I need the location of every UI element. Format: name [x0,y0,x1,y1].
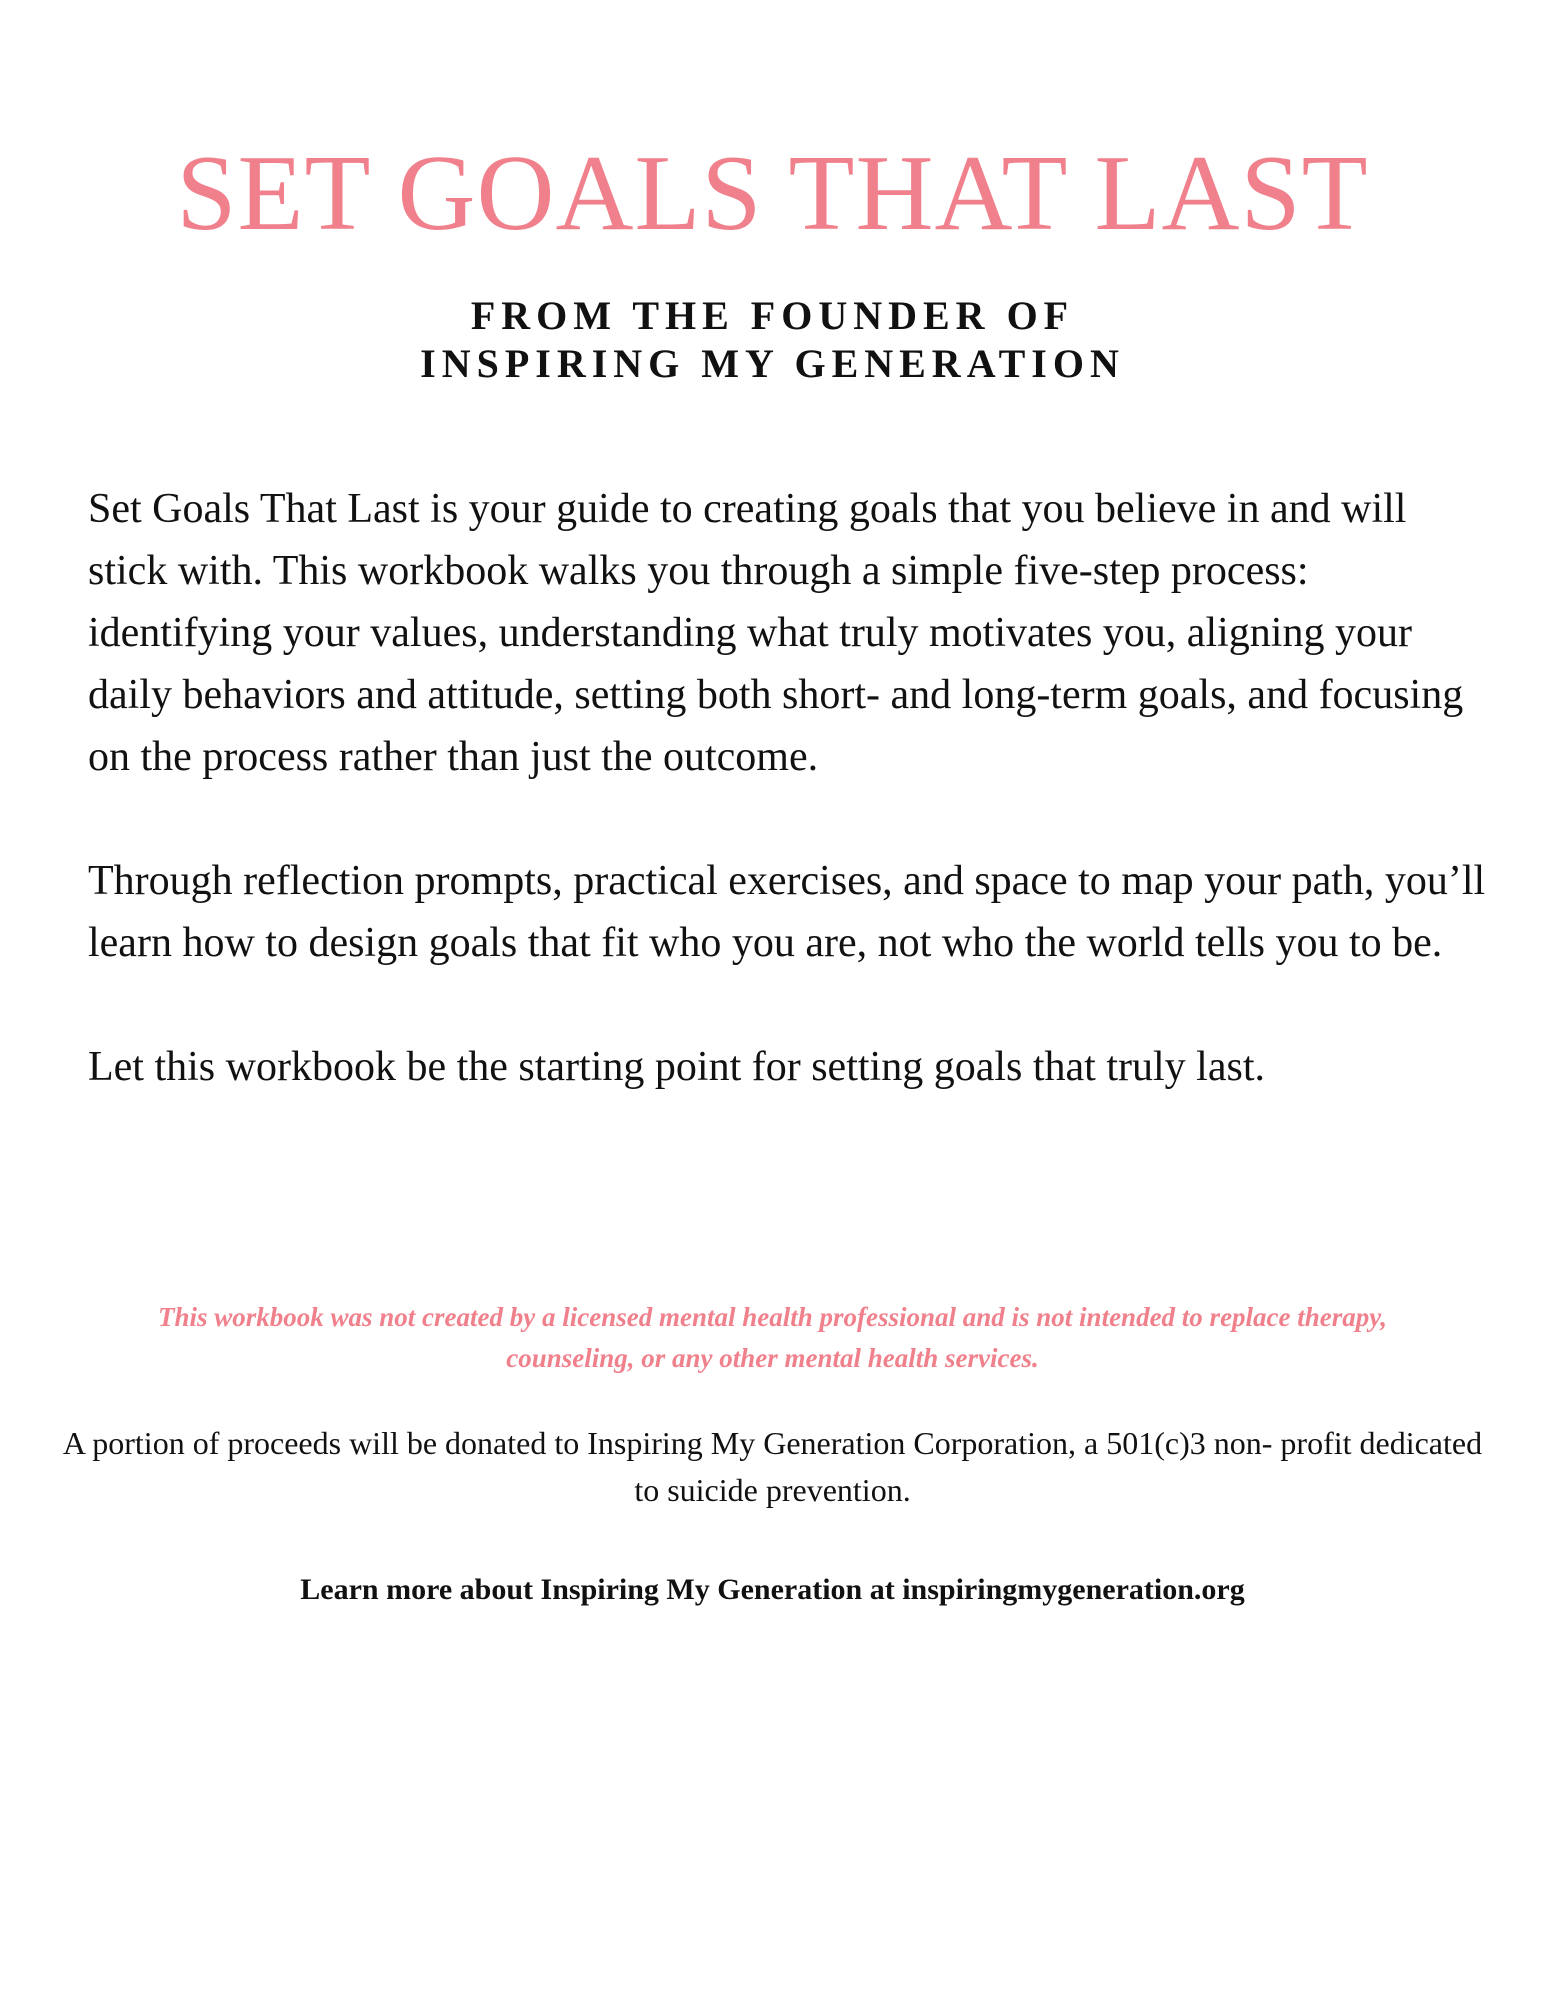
disclaimer-note: This workbook was not created by a licensed mental health professional and is not intended to replace therapy, counseling, or any other mental health services. [157,1302,1388,1373]
description-paragraph-1: Set Goals That Last is your guide to creating goals that you believe in and will stick with. This workbook walks you through a simple five-step process: identifying your values, understanding what truly motivates you, aligning your daily behaviors and attitude, setting both short- and long-term goals, and focusing on the process rather than just the outcome. [88,486,1464,780]
page-title: SET GOALS THAT LAST [176,134,1369,253]
proceeds-note: A portion of proceeds will be donated to Inspiring My Generation Corporation, a 501(c)3 non- profit dedicated to suicide prevention. [62,1425,1483,1508]
subtitle-line-2: INSPIRING MY GENERATION [420,341,1125,386]
learn-more-line: Learn more about Inspiring My Generation at inspiringmygeneration.org [300,1573,1245,1606]
subtitle [0,292,1545,388]
description-paragraph-2: Through reflection prompts, practical exercises, and space to map your path, you’ll learn how to design goals that fit who you are, not who the world tells you to be. [88,858,1486,966]
subtitle-line-1: FROM THE FOUNDER OF [470,293,1075,338]
description-paragraph-3: Let this workbook be the starting point for setting goals that truly last. [88,1044,1265,1090]
description [88,478,1488,1098]
